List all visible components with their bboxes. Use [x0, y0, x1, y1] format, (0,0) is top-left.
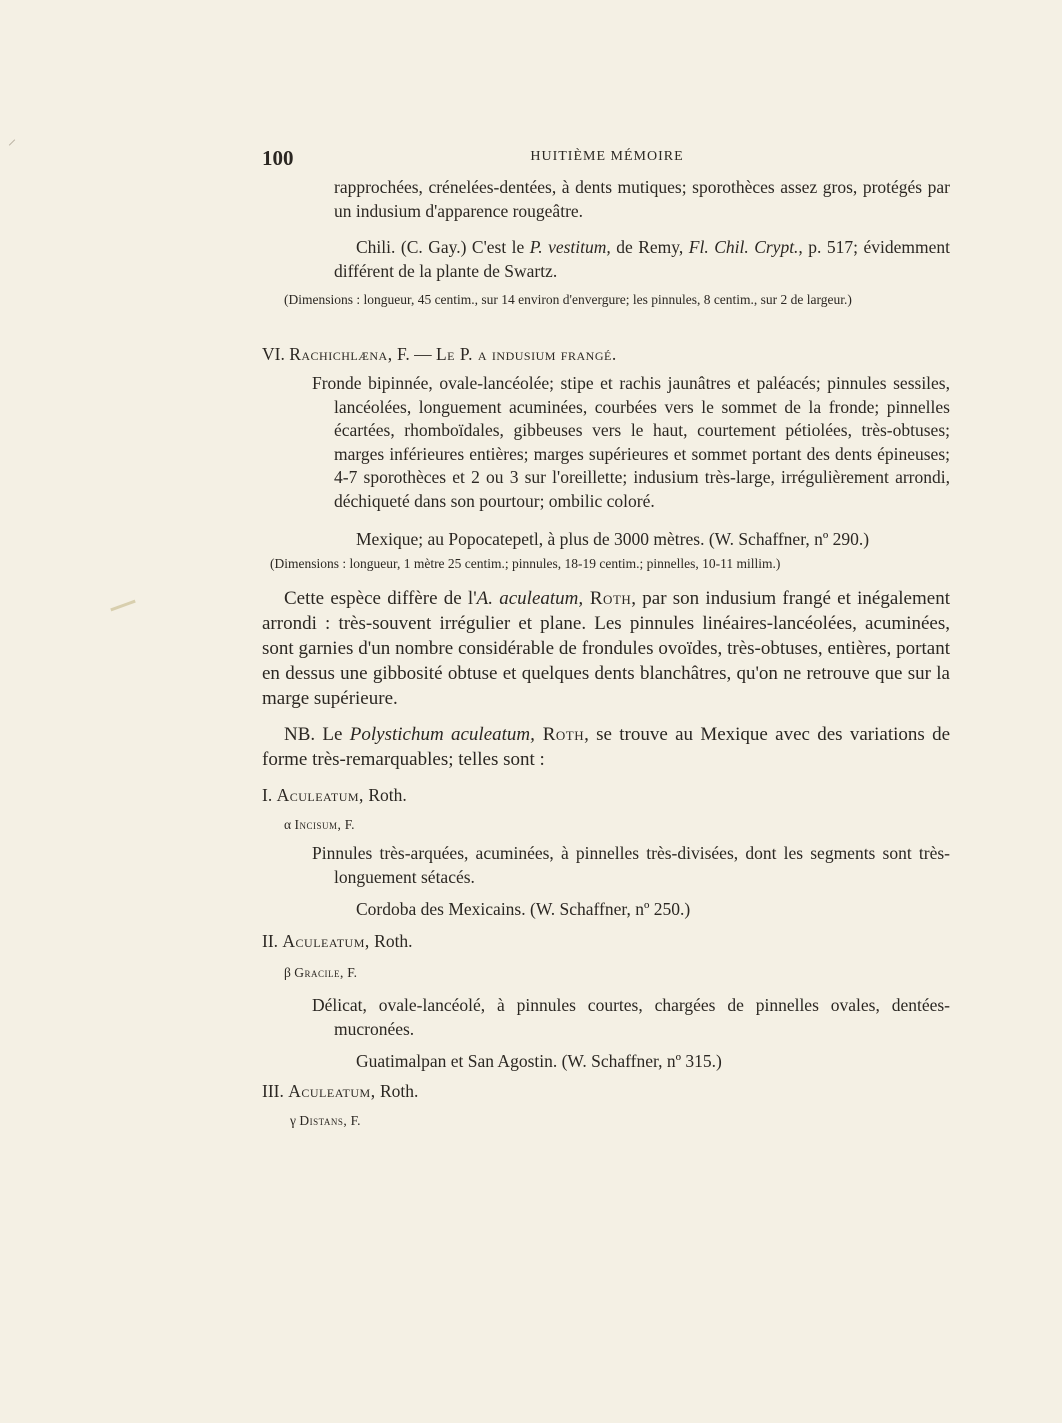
author-name: Roth. — [369, 931, 413, 951]
heading-separator: F. — — [392, 344, 436, 364]
species-name: Rachichlæna, — [289, 344, 393, 364]
variety-alpha — [284, 816, 884, 834]
species-heading-vi — [262, 343, 950, 367]
text-run: Cette espèce diffère de l' — [284, 588, 477, 609]
text-run: , se trouve au Mexique avec des variations de forme très-remarquables; telles sont : — [262, 724, 951, 770]
paragraph-nb — [262, 722, 950, 772]
variety-name: Incisum, — [294, 817, 342, 832]
author-abbrev: F. — [347, 1113, 361, 1128]
species-name: Aculeatum, — [282, 931, 370, 951]
text-run: Chili. (C. Gay.) C'est le — [356, 237, 530, 257]
italic-taxon: A. aculeatum, — [476, 588, 584, 609]
text-run: NB. Le — [284, 724, 350, 745]
species-name: Aculeatum, — [288, 1081, 376, 1101]
species-description: Fronde bipinnée, ovale-lancéolée; stipe et rachis jaunâtres et paléacés; pinnules sessiles, lancéolées, longuement acuminées, courbées vers le sommet de la fronde; pinnelles écartées, rhomboïdales, gibbeuses vers le haut, courtement pétiolées, très-obtuses; marges inférieures entières; marges supérieures et sommet portant des dents épineuses; 4-7 sporothèces et 2 ou 3 sur l'oreillette; indusium très-large, irrégulièrement arrondi, déchiqueté dans son pourtour; ombilic coloré. — [312, 373, 950, 511]
greek-letter: α — [284, 817, 292, 832]
author-name: Roth — [534, 724, 585, 745]
italic-taxon: P. vestitum, — [529, 237, 611, 257]
author-name: Roth. — [363, 785, 407, 805]
heading-number: III. — [262, 1081, 284, 1101]
variety-description: Délicat, ovale-lancéolé, à pinnules courtes, chargées de pinnelles ovales, dentées-mucronées. — [312, 995, 950, 1039]
variety-locality: Guatimalpan et San Agostin. (W. Schaffner, nº 315.) — [356, 1051, 722, 1071]
page-header — [262, 146, 952, 170]
heading-number: I. — [262, 785, 273, 805]
greek-letter: γ — [290, 1113, 296, 1128]
page-number: 100 — [262, 146, 294, 170]
locality-mexique: Mexique; au Popocatepetl, à plus de 3000 mètres. (W. Schaffner, nº 290.) — [356, 529, 870, 549]
text-run: p. 517; évidemment différent de la plante de Swartz. — [334, 237, 950, 281]
author-name: Roth — [583, 588, 632, 609]
variety-name: Distans, — [299, 1113, 348, 1128]
scan-mark — [9, 139, 15, 145]
paragraph-continuation: rapprochées, crénelées-dentées, à dents mutiques; sporothèces assez gros, protégés par un indusium d'apparence rougeâtre. — [334, 177, 950, 221]
paragraph-comparison — [262, 586, 950, 711]
text-run: , par son indusium frangé et inégalement arrondi : très-souvent irrégulier et plane. Les pinnules linéaires-lancéolées, acuminées, sont garnies d'un nombre considérable de frondules ovoïdes, très-obtuses, entières, portant en dessus une gibbosité obtuse et quelques dents blanchâtres, qu'on ne retrouve que sur la marge supérieure. — [262, 588, 950, 709]
text-run: de Remy, — [610, 237, 689, 257]
dimensions-note-1: (Dimensions : longueur, 45 centim., sur 14 environ d'envergure; les pinnules, 8 centim., sur 2 de largeur.) — [284, 292, 852, 307]
variety-locality: Cordoba des Mexicains. (W. Schaffner, nº 250.) — [356, 899, 691, 919]
common-name: Le P. a indusium frangé. — [435, 344, 617, 364]
species-name: Aculeatum, — [276, 785, 364, 805]
running-title: HUITIÈME MÉMOIRE — [530, 149, 684, 164]
variety-beta — [284, 964, 884, 982]
italic-reference: Fl. Chil. Crypt., — [688, 237, 803, 257]
author-abbrev: F. — [343, 965, 358, 980]
paragraph-chili — [334, 236, 950, 283]
variety-name: Gracile, — [294, 965, 344, 980]
greek-letter: β — [284, 965, 291, 980]
variation-heading-ii — [262, 930, 950, 954]
variety-description: Pinnules très-arquées, acuminées, à pinnelles très-divisées, dont les segments sont très-longuement sétacés. — [312, 843, 950, 887]
heading-number: VI. — [262, 344, 285, 364]
italic-taxon: Polystichum aculeatum, — [349, 724, 535, 745]
author-name: Roth. — [375, 1081, 419, 1101]
scan-mark — [110, 600, 135, 612]
author-abbrev: F. — [341, 817, 355, 832]
variety-gamma — [290, 1112, 890, 1130]
variation-heading-i — [262, 784, 950, 808]
variation-heading-iii — [262, 1080, 950, 1104]
dimensions-note-2: (Dimensions : longueur, 1 mètre 25 centim.; pinnules, 18-19 centim.; pinnelles, 10-11 millim.) — [270, 556, 781, 571]
heading-number: II. — [262, 931, 279, 951]
